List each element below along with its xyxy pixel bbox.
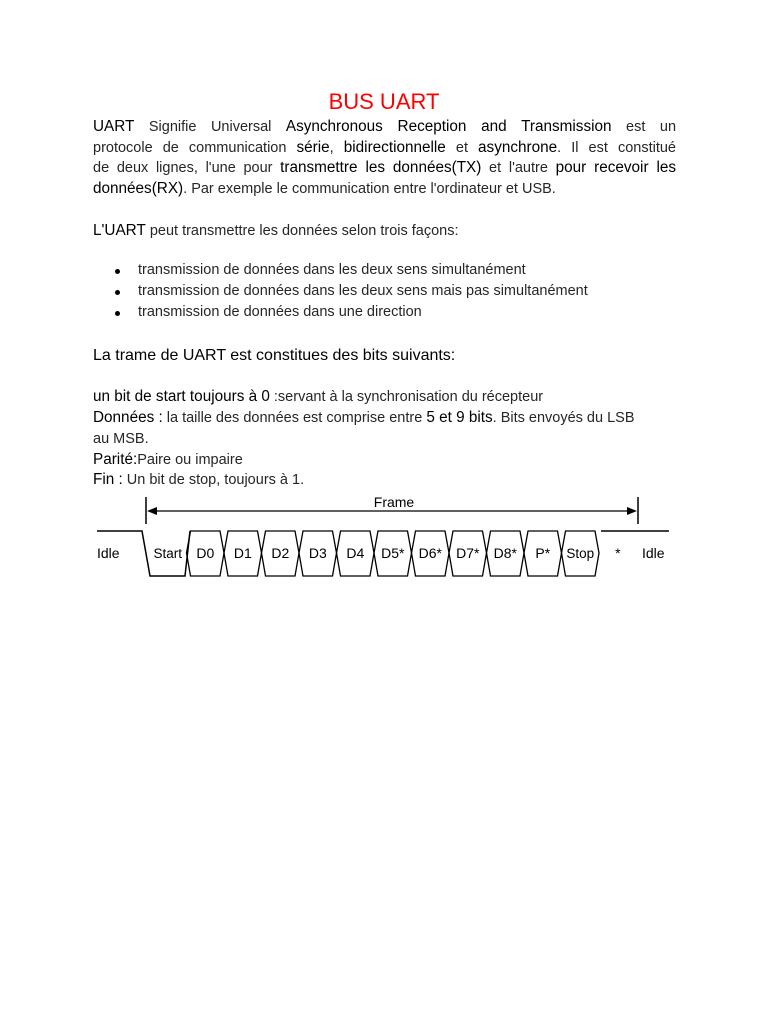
frame-arrow-right-icon [627,507,637,515]
term-5-9-bits: 5 et 9 bits [426,409,493,426]
frame-arrow-left-icon [147,507,157,515]
bullet-icon [115,311,120,316]
term-start-bit: un bit de start toujours à 0 [93,388,270,405]
bit-cell-label: D6* [418,545,442,561]
term-rx-a: pour recevoir les [555,159,677,176]
bit-cell-label: D1 [233,545,252,561]
bit-cell-label: D5* [381,545,405,561]
bit-cell-label: D3 [308,545,327,561]
bit-cell-label: D4 [346,545,365,561]
idle-label-right: Idle [642,545,665,561]
idle-label-left: Idle [97,545,120,561]
bit-parity-line: Parité:Paire ou impaire [93,451,243,468]
uart-modes-intro: L'UART peut transmettre les données selon trois façons: [93,222,459,239]
frame-heading: La trame de UART est constitues des bits suivants: [93,347,456,364]
bit-end-line: Fin : Un bit de stop, toujours à 1. [93,471,305,488]
bit-start-line: un bit de start toujours à 0 :servant à la synchronisation du récepteur [93,388,544,405]
term-serie: série [296,139,330,156]
bit-cell-label: D8* [493,545,517,561]
frame-label: Frame [373,494,415,510]
uart-frame-diagram [0,490,768,590]
term-fin: Fin : [93,471,123,488]
term-donnees: Données : [93,409,163,426]
intro-line-2: protocole de communication série, bidirectionnelle et asynchrone. Il est constitué [93,139,676,156]
bit-data-line-cont: au MSB. [93,431,149,447]
bit-cell-label: D7* [456,545,480,561]
term-uart: UART [93,118,135,135]
term-rx-b: données(RX) [93,180,184,197]
bit-cell-label: D2 [271,545,290,561]
term-luart: L'UART [93,222,146,239]
term-async-rt: Asynchronous Reception and Transmission [285,118,612,135]
bit-cell-label: P* [535,545,551,561]
bit-cell-label: D0 [196,545,215,561]
intro-line-3: de deux lignes, l'une pour transmettre les données(TX) et l'autre pour recevoir les [93,159,677,176]
list-item: transmission de données dans les deux sens simultanément [93,260,693,281]
bit-cell-label: Stop [566,546,595,561]
bit-cell-label: Start [153,546,183,561]
list-item: transmission de données dans les deux sens mais pas simultanément [93,281,693,302]
page-title: BUS UART [328,89,440,114]
term-parite: Parité: [93,451,138,468]
bullet-icon [115,290,120,295]
bit-cell-label: * [615,545,621,561]
intro-line-4: données(RX). Par exemple le communication entre l'ordinateur et USB. [93,180,556,197]
intro-line-1: UART Signifie Universal Asynchronous Reception and Transmission est un [93,118,677,135]
list-item: transmission de données dans une direction [93,302,693,323]
bullet-icon [115,269,120,274]
modes-list [93,260,693,323]
term-tx: transmettre les données(TX) [280,159,482,176]
bit-data-line: Données : la taille des données est comprise entre 5 et 9 bits. Bits envoyés du LSB [93,409,635,426]
term-bidirectionnelle: bidirectionnelle [343,139,446,156]
frame-cells [154,531,622,576]
term-asynchrone: asynchrone [478,139,558,156]
